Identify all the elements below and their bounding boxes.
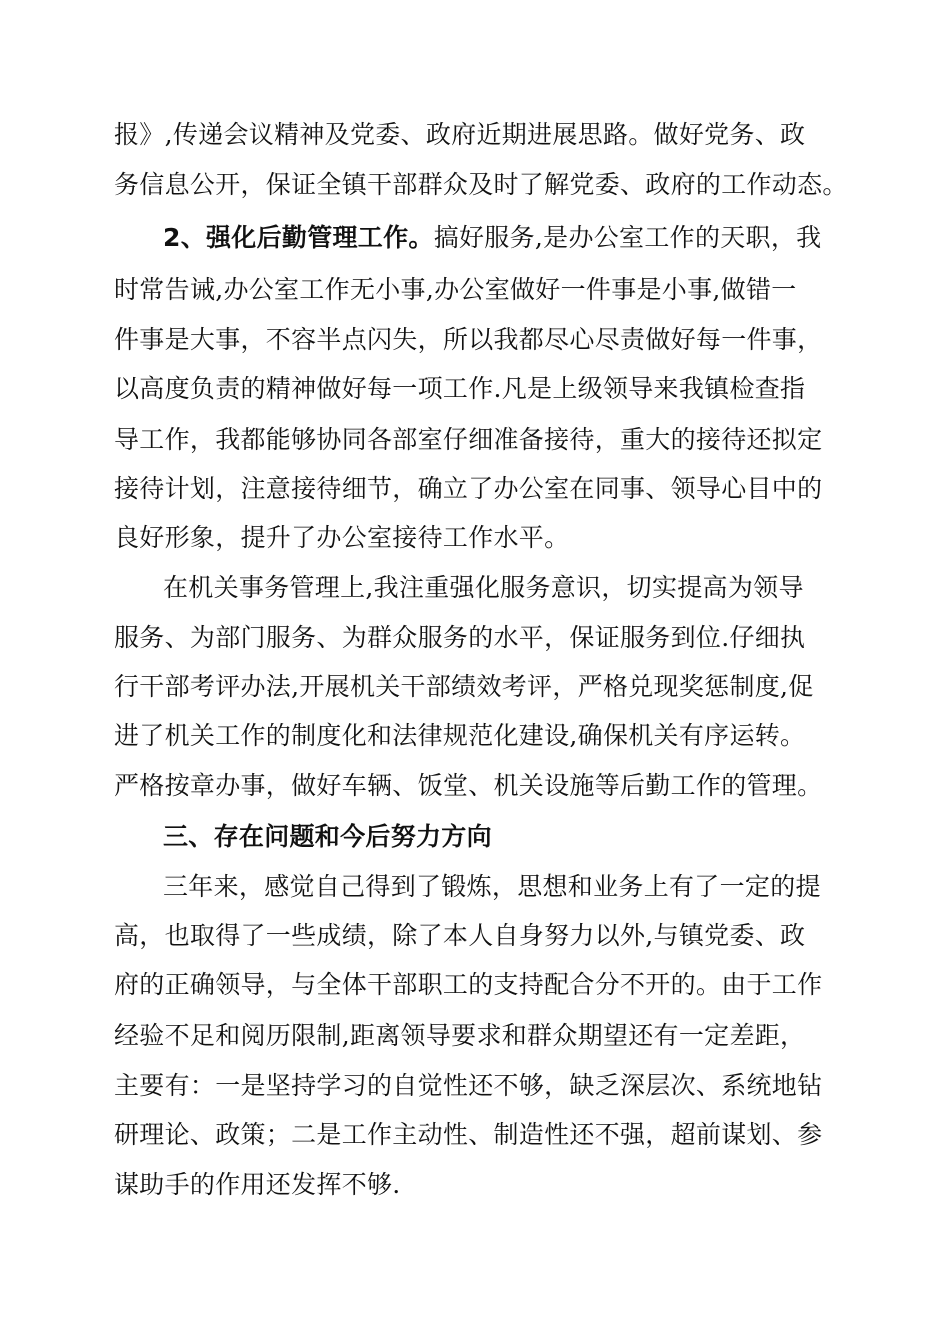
text-line-12: 行干部考评办法,开展机关干部绩效考评，严格兑现奖惩制度,促: [114, 672, 814, 701]
text-line-16: 三年来，感觉自己得到了锻炼，思想和业务上有了一定的提: [163, 872, 821, 901]
section-heading-2: 2、强化后勤管理工作。: [163, 223, 434, 252]
text-line-7: 导工作，我都能够协同各部室仔细准备接待，重大的接待还拟定: [114, 425, 823, 454]
text-line-13: 进了机关工作的制度化和法律规范化建设,确保机关有序运转。: [114, 721, 806, 750]
text-line-18: 府的正确领导，与全体干部职工的支持配合分不开的。由于工作: [114, 970, 823, 999]
text-line-1: 报》,传递会议精神及党委、政府近期进展思路。做好党务、政: [114, 120, 806, 149]
text-line-8: 接待计划，注意接待细节，确立了办公室在同事、领导心目中的: [114, 474, 823, 503]
text-line-4: 时常告诫,办公室工作无小事,办公室做好一件事是小事,做错一: [114, 275, 797, 304]
text-line-6: 以高度负责的精神做好每一项工作.凡是上级领导来我镇检查指: [114, 374, 806, 403]
text-line-20: 主要有：一是坚持学习的自觉性还不够，缺乏深层次、系统地钻: [114, 1071, 823, 1100]
text-line-9: 良好形象，提升了办公室接待工作水平。: [114, 523, 570, 552]
text-line-3-body: 搞好服务,是办公室工作的天职，我: [433, 223, 822, 252]
section-heading-3: 三、存在问题和今后努力方向: [163, 822, 492, 851]
text-line-14: 严格按章办事，做好车辆、饭堂、机关设施等后勤工作的管理。: [114, 771, 823, 800]
text-line-3: [163, 223, 821, 253]
text-line-19: 经验不足和阅历限制,距离领导要求和群众期望还有一定差距，: [114, 1021, 806, 1050]
text-line-10: 在机关事务管理上,我注重强化服务意识，切实提高为领导: [163, 573, 804, 602]
text-line-21: 研理论、政策；二是工作主动性、制造性还不强，超前谋划、参: [114, 1120, 823, 1149]
text-line-2: 务信息公开，保证全镇干部群众及时了解党委、政府的工作动态。: [114, 170, 848, 199]
text-line-22: 谋助手的作用还发挥不够.: [114, 1170, 401, 1199]
text-line-5: 件事是大事，不容半点闪失，所以我都尽心尽责做好每一件事，: [114, 325, 823, 354]
text-line-11: 服务、为部门服务、为群众服务的水平，保证服务到位.仔细执: [114, 623, 806, 652]
text-line-17: 高，也取得了一些成绩，除了本人自身努力以外,与镇党委、政: [114, 921, 806, 950]
